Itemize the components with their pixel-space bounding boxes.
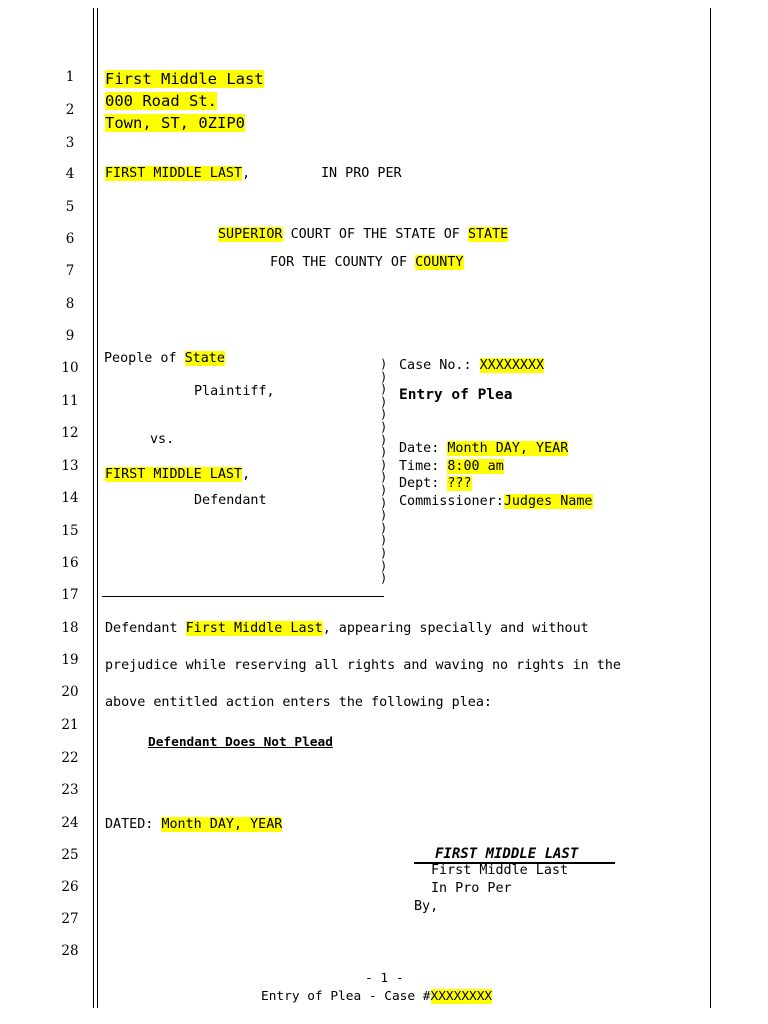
line-number: 6 [65, 231, 75, 247]
signature-printed-name: First Middle Last [431, 863, 569, 878]
line-number: 19 [61, 652, 79, 668]
caption-paren: ) [380, 369, 388, 384]
footer-title: Entry of Plea - Case #XXXXXXXX [261, 989, 493, 1004]
defendant-name-line: FIRST MIDDLE LAST, [105, 467, 251, 482]
document-title: Entry of Plea [399, 387, 513, 403]
body-line-3: above entitled action enters the following plea: [105, 695, 492, 710]
caption-paren: ) [380, 520, 388, 535]
party-line: FIRST MIDDLE LAST, [105, 166, 251, 181]
line-number: 8 [65, 296, 75, 312]
line-number: 24 [61, 815, 79, 831]
caption-paren: ) [380, 407, 388, 422]
line-number: 28 [61, 943, 79, 959]
right-margin-rule [710, 8, 711, 1008]
line-number: 10 [61, 360, 79, 376]
case-number-line: Case No.: XXXXXXXX [399, 358, 545, 373]
signature-by: By, [414, 899, 439, 914]
dated-line: DATED: Month DAY, YEAR [105, 817, 283, 832]
caption-paren: ) [380, 508, 388, 523]
line-number: 23 [61, 782, 79, 798]
left-margin-rule-inner [97, 8, 98, 1008]
line-number: 12 [61, 425, 79, 441]
line-number: 14 [61, 490, 79, 506]
line-number: 11 [61, 393, 79, 409]
line-number: 13 [61, 458, 79, 474]
address-city: Town, ST, 0ZIP0 [105, 114, 245, 132]
caption-paren: ) [380, 420, 388, 434]
address-name: First Middle Last [105, 70, 264, 88]
line-number: 15 [61, 523, 79, 539]
vs-label: vs. [150, 432, 175, 447]
address-street: 000 Road St. [105, 92, 217, 110]
hearing-time-line: Time: 8:00 am [399, 459, 504, 474]
caption-paren: ) [380, 445, 388, 460]
caption-paren: ) [380, 382, 388, 397]
line-number: 2 [65, 102, 75, 118]
defendant-label: Defendant [194, 493, 267, 508]
caption-paren: ) [380, 533, 388, 548]
case-number: XXXXXXXX [479, 358, 545, 373]
dept-line: Dept: ??? [399, 476, 472, 491]
line-number: 25 [61, 847, 79, 863]
line-number: 17 [61, 587, 79, 603]
caption-paren: ) [380, 457, 388, 472]
plea-statement: Defendant Does Not Plead [148, 735, 333, 750]
party-role: IN PRO PER [321, 166, 402, 181]
commissioner-line: Commissioner:Judges Name [399, 494, 593, 509]
plaintiff-line: People of State [104, 351, 225, 366]
body-line-1: Defendant First Middle Last, appearing specially and without [105, 621, 589, 636]
plaintiff-label: Plaintiff, [194, 384, 275, 399]
signature-name: FIRST MIDDLE LAST [435, 846, 579, 862]
hearing-date-line: Date: Month DAY, YEAR [399, 441, 569, 456]
line-number: 16 [61, 555, 79, 571]
line-number: 7 [65, 263, 75, 279]
caption-paren: ) [380, 495, 388, 510]
left-margin-rule-outer [93, 8, 94, 1008]
footer-page-number: - 1 - [365, 971, 404, 986]
caption-paren: ) [380, 546, 388, 560]
caption-paren: ) [380, 571, 388, 586]
line-number: 5 [65, 199, 75, 215]
line-number: 18 [61, 620, 79, 636]
caption-paren: ) [380, 483, 388, 497]
line-number: 26 [61, 879, 79, 895]
line-number: 1 [65, 69, 75, 85]
line-number: 3 [65, 135, 75, 151]
line-number: 27 [61, 911, 79, 927]
caption-rule [102, 596, 384, 597]
caption-paren: ) [380, 558, 388, 573]
body-line-2: prejudice while reserving all rights and waving no rights in the [105, 658, 621, 673]
caption-paren: ) [380, 470, 388, 485]
signature-role: In Pro Per [431, 881, 512, 896]
line-number: 20 [61, 684, 79, 700]
caption-paren: ) [380, 394, 388, 409]
party-name: FIRST MIDDLE LAST [105, 166, 243, 181]
court-county: FOR THE COUNTY OF COUNTY [270, 255, 464, 270]
line-number: 9 [65, 328, 75, 344]
line-number: 21 [61, 717, 79, 733]
caption-paren: ) [380, 432, 388, 447]
line-number: 22 [61, 750, 79, 766]
caption-paren: ) [380, 357, 388, 371]
line-number: 4 [65, 166, 75, 182]
court-heading: SUPERIOR COURT OF THE STATE OF STATE [218, 227, 509, 242]
